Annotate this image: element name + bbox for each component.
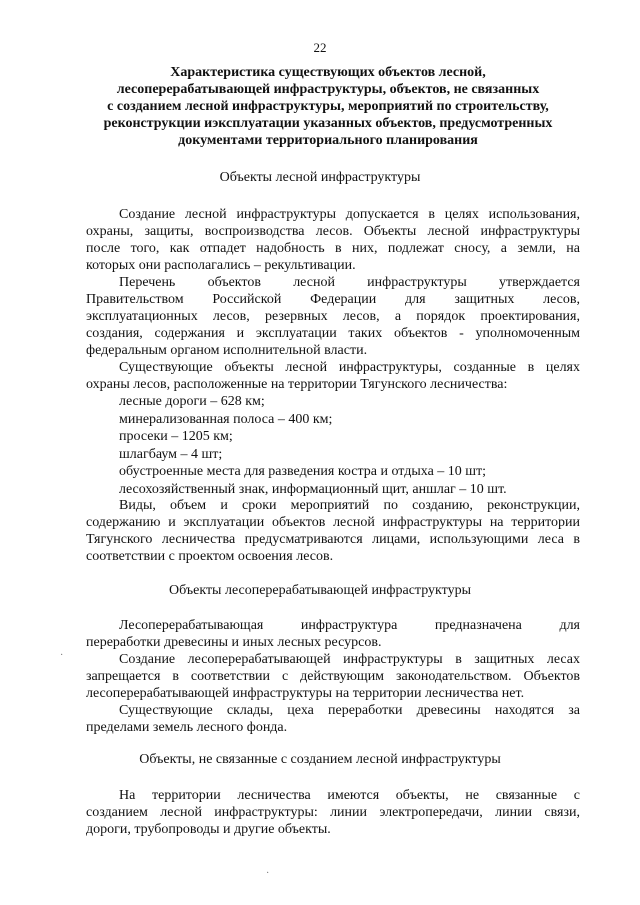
text-line: Лесоперерабатывающая инфраструктура предназначена для (119, 618, 580, 633)
list-item: обустроенные места для разведения костра и отдыха – 10 шт; (119, 464, 487, 479)
text-line: лесоперерабатывающей инфраструктуры на территории лесничества нет. (86, 686, 525, 701)
text-line: Существующие склады, цеха переработки древесины находятся за (119, 703, 580, 718)
list-item: лесные дороги – 628 км; (119, 394, 265, 409)
text-line: пределами земель лесного фонда. (86, 720, 288, 735)
title-line: документами территориального планирования (178, 133, 478, 148)
text-line: Создание лесоперерабатывающей инфраструктуры в защитных лесах (119, 652, 580, 667)
list-item: просеки – 1205 км; (119, 429, 233, 444)
text-line: создания, содержания и эксплуатации таких объектов - уполномоченным (86, 326, 580, 341)
paragraph (86, 274, 580, 359)
scan-speck: · (266, 868, 270, 879)
text-line: Тягунского лесничества предусматриваются лицами, использующими леса в (86, 532, 580, 547)
text-line: соответствии с проектом освоения лесов. (86, 549, 334, 564)
paragraph (86, 359, 580, 393)
text-line: федеральным органом исполнительной власти. (86, 343, 368, 358)
paragraph (86, 617, 580, 651)
section-heading-non-infrastructure-objects: Объекты, не связанные с созданием лесной инфраструктуры (139, 752, 501, 767)
infrastructure-list (119, 393, 507, 498)
text-line: дороги, трубопроводы и другие объекты. (86, 822, 331, 837)
text-line: созданием лесной инфраструктуры: линии электропередачи, линии связи, (86, 805, 580, 820)
paragraph (86, 787, 580, 838)
paragraph (86, 651, 580, 702)
page-number: 22 (313, 40, 327, 55)
text-line: На территории лесничества имеются объекты, не связанные с (119, 788, 580, 803)
text-line: Правительством Российской Федерации для защитных лесов, (86, 292, 580, 307)
text-line: которых они располагались – рекультивации. (86, 258, 356, 273)
text-line: содержанию и эксплуатации объектов лесной инфраструктуры на территории (86, 515, 580, 530)
title-line: с созданием лесной инфраструктуры, мероприятий по строительству, (107, 99, 549, 114)
text-line: запрещается в соответствии с действующим законодательством. Объектов (86, 669, 580, 684)
section-heading-processing-infrastructure: Объекты лесоперерабатывающей инфраструктуры (168, 583, 471, 598)
text-line: после того, как отпадет надобность в них, подлежат сносу, а земли, на (86, 241, 580, 256)
text-line: Существующие объекты лесной инфраструктуры, созданные в целях (119, 360, 580, 375)
list-item: шлагбаум – 4 шт; (119, 446, 223, 462)
paragraph (86, 497, 580, 565)
scan-speck: · (60, 650, 64, 661)
title-line: лесоперерабатывающей инфраструктуры, объектов, не связанных (116, 82, 540, 97)
paragraph (86, 206, 580, 274)
list-item: минерализованная полоса – 400 км; (119, 411, 333, 427)
text-line: эксплуатационных лесов, резервных лесов, а порядок проектирования, (86, 309, 580, 324)
list-item: лесохозяйственный знак, информационный щит, аншлаг – 10 шт. (119, 481, 507, 497)
section-heading-forest-infrastructure: Объекты лесной инфраструктуры (219, 170, 421, 185)
text-line: Виды, объем и сроки мероприятий по созданию, реконструкции, (119, 498, 580, 513)
paragraph (86, 702, 580, 736)
text-line: охраны, защиты, воспроизводства лесов. Объекты лесной инфраструктуры (86, 224, 580, 239)
text-line: переработки древесины и иных лесных ресурсов. (86, 635, 382, 650)
document-title (80, 64, 576, 149)
title-line: реконструкции иэксплуатации указанных объектов, предусмотренных (103, 116, 553, 131)
title-line: Характеристика существующих объектов лесной, (170, 65, 486, 80)
text-line: Перечень объектов лесной инфраструктуры утверждается (119, 275, 580, 290)
text-line: охраны лесов, расположенные на территории Тягунского лесничества: (86, 377, 508, 392)
text-line: Создание лесной инфраструктуры допускается в целях использования, (119, 207, 580, 222)
